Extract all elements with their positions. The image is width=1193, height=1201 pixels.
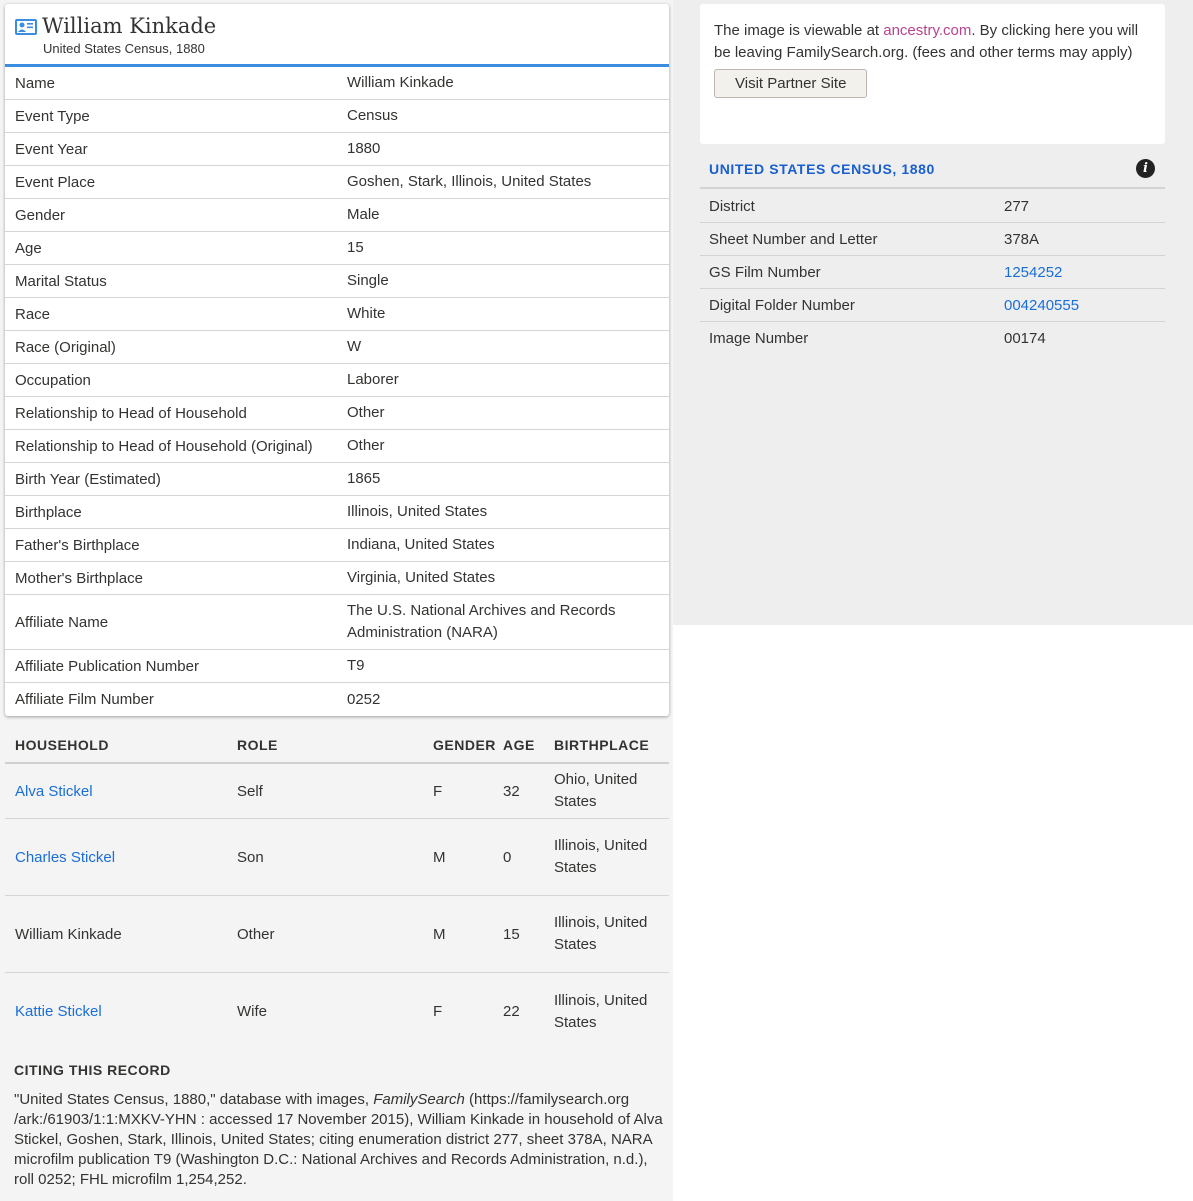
collection-label: Digital Folder Number xyxy=(709,296,855,314)
header-household: HOUSEHOLD xyxy=(15,736,109,753)
collection-row xyxy=(700,322,1165,355)
fact-value: W xyxy=(347,338,362,355)
fact-row xyxy=(5,364,669,397)
fact-value: 1865 xyxy=(347,470,381,487)
household-role: Self xyxy=(237,782,263,800)
household-header-row xyxy=(5,727,669,764)
record-header xyxy=(5,4,669,67)
fact-label: Birthplace xyxy=(15,503,82,521)
fact-value: William Kinkade xyxy=(347,74,454,91)
fact-value: Indiana, United States xyxy=(347,536,495,553)
fact-row xyxy=(5,529,669,562)
partner-text-part: . By clicking here you will be leaving FamilySearch.org. (fees and other terms may apply) xyxy=(714,22,1139,61)
fact-value: Goshen, Stark, Illinois, United States xyxy=(347,173,592,190)
citation-text-part: (https://familysearch.org /ark:/61903/1:1:MXKV-YHN : accessed 17 November 2015), William Kinkade in household of Alva Stickel, Goshen, Stark, Illinois, United States; citing enumeration district 277, sheet 378A, NARA microfilm publication T9 (Washington D.C.: National Archives and Records Administration, n.d.), roll 0252; FHL microfilm 1,254,252. xyxy=(14,1091,663,1188)
household-birthplace: Illinois, United States xyxy=(554,991,648,1031)
fact-label: Event Type xyxy=(15,107,90,125)
partner-text xyxy=(714,20,1151,64)
fact-row xyxy=(5,595,669,650)
header-gender: GENDER xyxy=(433,736,496,753)
fact-value: T9 xyxy=(347,657,365,674)
header-role: ROLE xyxy=(237,736,278,753)
fact-label: Name xyxy=(15,74,56,92)
fact-row xyxy=(5,100,669,133)
household-member-link[interactable]: Charles Stickel xyxy=(15,848,116,866)
fact-label: Event Year xyxy=(15,140,88,158)
household-gender: F xyxy=(433,782,443,800)
fact-row xyxy=(5,650,669,683)
household-birthplace: Ohio, United States xyxy=(554,771,638,810)
citation-title: CITING THIS RECORD xyxy=(14,1062,171,1078)
fact-row xyxy=(5,67,669,100)
collection-value: 277 xyxy=(1004,197,1030,215)
fact-value: Other xyxy=(347,437,385,454)
fact-label: Occupation xyxy=(15,371,91,389)
fact-label: Gender xyxy=(15,206,66,224)
fact-row xyxy=(5,496,669,529)
fact-value: Other xyxy=(347,404,385,421)
collection-label: District xyxy=(709,197,755,215)
fact-label: Relationship to Head of Household (Original) xyxy=(15,437,313,455)
collection-value-link[interactable]: 1254252 xyxy=(1004,263,1063,281)
household-gender: F xyxy=(433,1003,443,1020)
household-age: 22 xyxy=(503,1003,520,1020)
household-row xyxy=(5,896,669,973)
fact-row xyxy=(5,463,669,496)
fact-value: Census xyxy=(347,107,398,124)
collection-label: Image Number xyxy=(709,330,809,347)
household-member-name: William Kinkade xyxy=(15,925,122,943)
collection-label: GS Film Number xyxy=(709,263,821,281)
collection-title[interactable]: UNITED STATES CENSUS, 1880 xyxy=(709,160,935,177)
fact-label: Affiliate Name xyxy=(15,613,109,631)
household-member-link[interactable]: Kattie Stickel xyxy=(15,1003,102,1020)
fact-value: 0252 xyxy=(347,690,381,708)
record-title: William Kinkade xyxy=(42,14,217,38)
fact-label: Race xyxy=(15,305,51,323)
collection-row xyxy=(700,223,1165,256)
fact-row xyxy=(5,298,669,331)
collection-header xyxy=(700,150,1165,189)
fact-value: Virginia, United States xyxy=(347,569,496,586)
citation-source-name: FamilySearch xyxy=(373,1091,465,1108)
fact-value: White xyxy=(347,305,386,322)
collection-row xyxy=(700,256,1165,289)
ancestry-link[interactable]: ancestry.com xyxy=(883,22,972,39)
fact-label: Event Place xyxy=(15,173,96,191)
fact-row xyxy=(5,562,669,595)
household-age: 15 xyxy=(503,925,520,943)
fact-row xyxy=(5,397,669,430)
fact-value: 15 xyxy=(347,239,364,256)
info-icon[interactable]: i xyxy=(1136,159,1155,178)
collection-row xyxy=(700,190,1165,223)
fact-value: The U.S. National Archives and Records Administration (NARA) xyxy=(347,602,616,641)
fact-label: Affiliate Film Number xyxy=(15,691,154,708)
fact-row xyxy=(5,265,669,298)
fact-label: Age xyxy=(15,239,42,257)
facts-table xyxy=(5,67,669,716)
household-birthplace: Illinois, United States xyxy=(554,837,648,876)
header-birthplace: BIRTHPLACE xyxy=(554,736,650,753)
fact-row xyxy=(5,166,669,199)
visit-partner-site-button[interactable]: Visit Partner Site xyxy=(714,69,867,98)
household-role: Wife xyxy=(237,1003,267,1020)
fact-row xyxy=(5,133,669,166)
household-gender: M xyxy=(433,848,446,866)
record-subtitle: United States Census, 1880 xyxy=(43,41,205,56)
fact-row xyxy=(5,430,669,463)
collection-value: 378A xyxy=(1004,230,1040,248)
household-row xyxy=(5,819,669,896)
fact-value: Male xyxy=(347,206,380,223)
collection-label: Sheet Number and Letter xyxy=(709,230,878,248)
fact-value: Laborer xyxy=(347,371,399,388)
fact-row xyxy=(5,199,669,232)
collection-value-link[interactable]: 004240555 xyxy=(1004,296,1080,314)
fact-row xyxy=(5,683,669,716)
citation-section xyxy=(5,1062,665,1190)
fact-label: Mother's Birthplace xyxy=(15,569,143,587)
record-card xyxy=(5,4,669,716)
household-age: 32 xyxy=(503,782,520,800)
partner-text-part: The image is viewable at xyxy=(714,22,884,39)
collection-row xyxy=(700,289,1165,322)
household-role: Other xyxy=(237,925,275,943)
fact-label: Marital Status xyxy=(15,272,107,290)
household-age: 0 xyxy=(503,848,512,866)
citation-text xyxy=(14,1090,665,1190)
fact-value: 1880 xyxy=(347,140,381,157)
fact-label: Birth Year (Estimated) xyxy=(15,470,161,488)
fact-label: Race (Original) xyxy=(15,338,116,356)
fact-row xyxy=(5,232,669,265)
fact-value: Illinois, United States xyxy=(347,503,488,520)
header-age: AGE xyxy=(503,736,535,753)
collection-table xyxy=(700,190,1165,355)
fact-label: Relationship to Head of Household xyxy=(15,404,247,422)
citation-text-part: "United States Census, 1880," database with images, xyxy=(14,1091,374,1108)
collection-value: 00174 xyxy=(1004,330,1046,347)
fact-label: Affiliate Publication Number xyxy=(15,657,199,675)
fact-row xyxy=(5,331,669,364)
household-birthplace: Illinois, United States xyxy=(554,914,648,953)
household-row xyxy=(5,973,669,1050)
household-row xyxy=(5,764,669,819)
household-table xyxy=(5,727,669,1050)
fact-label: Father's Birthplace xyxy=(15,536,140,554)
person-card-icon xyxy=(15,19,37,35)
household-member-link[interactable]: Alva Stickel xyxy=(15,782,93,800)
household-role: Son xyxy=(237,848,264,866)
household-gender: M xyxy=(433,925,446,943)
fact-value: Single xyxy=(347,272,389,289)
partner-notice xyxy=(700,4,1165,144)
